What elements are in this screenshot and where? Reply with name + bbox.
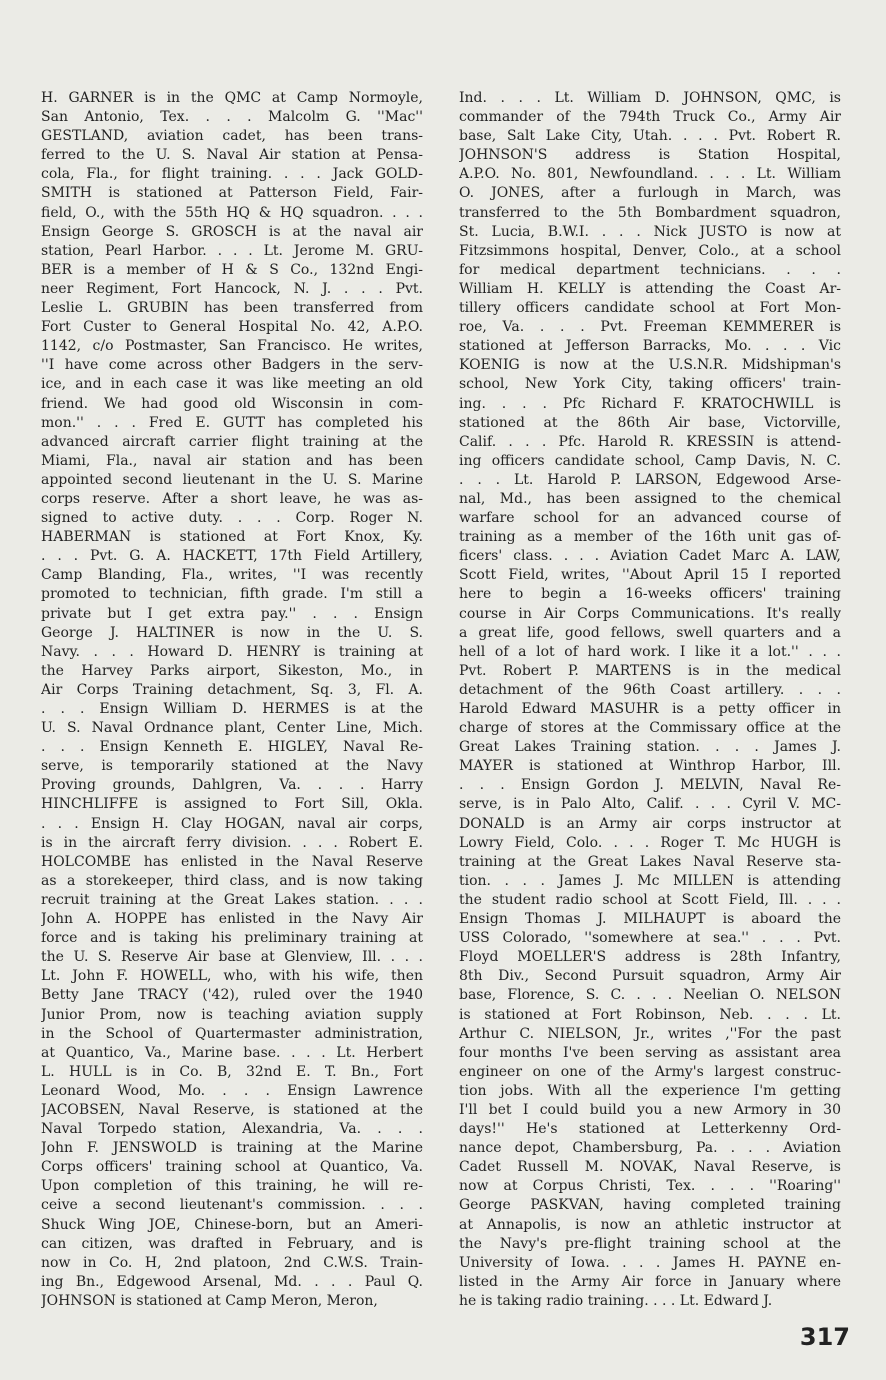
text-line: Arthur C. NIELSON, Jr., writes ,''For the past: [459, 1025, 841, 1042]
text-line: George PASKVAN, having completed training: [459, 1197, 841, 1214]
text-line: commander of the 794th Truck Co., Army Air: [459, 109, 841, 126]
text-line: HABERMAN is stationed at Fort Knox, Ky.: [41, 529, 423, 546]
text-line: charge of stores at the Commissary office at the: [459, 720, 841, 737]
text-line: tion jobs. With all the experience I'm getting: [459, 1082, 841, 1099]
text-line: George J. HALTINER is now in the U. S.: [41, 624, 423, 641]
text-line: ficers' class. . . . Aviation Cadet Marc A. LAW,: [459, 548, 841, 565]
text-line: Fort Custer to General Hospital No. 42, A.P.O.: [41, 319, 423, 336]
text-line: Lowry Field, Colo. . . . Roger T. Mc HUGH is: [459, 834, 841, 851]
text-line: serve, is temporarily stationed at the Navy: [41, 758, 423, 775]
text-line: warfare school for an advanced course of: [459, 510, 841, 527]
text-line: tillery officers candidate school at Fort Mon-: [459, 300, 841, 317]
text-line: force and is taking his preliminary training at: [41, 930, 423, 947]
text-line: Calif. . . . Pfc. Harold R. KRESSIN is attend-: [459, 433, 841, 450]
text-line: at Quantico, Va., Marine base. . . . Lt. Herbert: [41, 1044, 423, 1061]
text-line: he is taking radio training. . . . Lt. Edward J.: [459, 1292, 773, 1309]
text-line: at Annapolis, is now an athletic instructor at: [459, 1216, 841, 1233]
text-line: ceive a second lieutenant's commission. . . .: [41, 1197, 423, 1214]
text-line: Ensign Thomas J. MILHAUPT is aboard the: [459, 911, 841, 928]
text-line: JOHNSON'S address is Station Hospital,: [459, 147, 841, 164]
text-line: the student radio school at Scott Field, Ill. . . .: [459, 891, 841, 908]
text-line: cola, Fla., for flight training. . . . Jack GOLD-: [41, 166, 423, 183]
text-line: days!'' He's stationed at Letterkenny Ord-: [459, 1121, 841, 1138]
text-line: the Harvey Parks airport, Sikeston, Mo., in: [41, 662, 423, 679]
text-line: ice, and in each case it was like meeting an old: [41, 376, 423, 393]
text-line: L. HULL is in Co. B, 32nd E. T. Bn., Fort: [41, 1063, 423, 1080]
text-line: Ind. . . . Lt. William D. JOHNSON, QMC, is: [459, 90, 841, 106]
text-line: William H. KELLY is attending the Coast Ar-: [459, 280, 841, 297]
text-line: O. JONES, after a furlough in March, was: [459, 185, 841, 202]
text-line: is in the aircraft ferry division. . . . Robert E.: [41, 834, 423, 851]
text-line: as a storekeeper, third class, and is now taking: [41, 872, 423, 889]
text-line: San Antonio, Tex. . . . Malcolm G. ''Mac'': [41, 109, 423, 126]
text-line: . . . Ensign William D. HERMES is at the: [41, 701, 423, 717]
text-line: Leonard Wood, Mo. . . . Ensign Lawrence: [41, 1082, 423, 1099]
text-line: neer Regiment, Fort Hancock, N. J. . . . Pvt.: [41, 280, 423, 297]
text-line: Naval Torpedo station, Alexandria, Va. . . .: [41, 1121, 423, 1138]
text-line: the Navy's pre-flight training school at the: [459, 1235, 841, 1252]
left-column: [41, 89, 423, 1311]
text-line: Leslie L. GRUBIN has been transferred from: [41, 300, 423, 317]
text-line: roe, Va. . . . Pvt. Freeman KEMMERER is: [459, 319, 841, 336]
text-line: University of Iowa. . . . James H. PAYNE en-: [459, 1254, 841, 1271]
text-line: tion. . . . James J. Mc MILLEN is attending: [459, 872, 841, 889]
text-line: ferred to the U. S. Naval Air station at Pensa-: [41, 147, 423, 164]
text-line: appointed second lieutenant in the U. S. Marine: [41, 471, 423, 488]
text-line: KOENIG is now at the U.S.N.R. Midshipman's: [459, 357, 841, 374]
text-line: training as a member of the 16th unit gas of-: [459, 529, 841, 546]
text-line: John A. HOPPE has enlisted in the Navy Air: [41, 911, 423, 928]
text-line: promoted to technician, fifth grade. I'm still a: [41, 586, 423, 603]
text-line: JOHNSON is stationed at Camp Meron, Meron,: [41, 1292, 378, 1309]
text-line: Junior Prom, now is teaching aviation supply: [41, 1006, 423, 1023]
text-line: corps reserve. After a short leave, he was as-: [41, 490, 423, 507]
text-line: Betty Jane TRACY ('42), ruled over the 1940: [41, 987, 423, 1004]
text-line: ing officers candidate school, Camp Davis, N. C.: [459, 452, 841, 469]
text-line: serve, is in Palo Alto, Calif. . . . Cyril V. MC-: [459, 796, 841, 813]
text-line: stationed at the 86th Air base, Victorville,: [459, 414, 841, 431]
text-line: Fitzsimmons hospital, Denver, Colo., at a school: [459, 242, 841, 259]
text-line: training at the Great Lakes Naval Reserve sta-: [459, 853, 841, 870]
text-line: Great Lakes Training station. . . . James J.: [459, 739, 841, 756]
text-line: Corps officers' training school at Quantico, Va.: [41, 1159, 423, 1176]
text-line: station, Pearl Harbor. . . . Lt. Jerome M. GRU-: [41, 242, 423, 259]
text-line: Shuck Wing JOE, Chinese-born, but an Ameri-: [41, 1216, 423, 1233]
text-line: Scott Field, writes, ''About April 15 I reported: [459, 567, 841, 584]
text-line: stationed at Jefferson Barracks, Mo. . . . Vic: [459, 338, 841, 355]
text-line: 8th Div., Second Pursuit squadron, Army Air: [459, 968, 841, 985]
text-line: ''I have come across other Badgers in the serv-: [41, 357, 423, 374]
text-line: transferred to the 5th Bombardment squadron,: [459, 204, 841, 221]
text-line: Camp Blanding, Fla., writes, ''I was recently: [41, 567, 423, 584]
text-line: A.P.O. No. 801, Newfoundland. . . . Lt. William: [459, 166, 841, 183]
text-line: can citizen, was drafted in February, and is: [41, 1235, 423, 1252]
text-line: . . . Pvt. G. A. HACKETT, 17th Field Artillery,: [41, 548, 423, 565]
text-line: Harold Edward MASUHR is a petty officer in: [459, 701, 841, 717]
text-line: Upon completion of this training, he will re-: [41, 1178, 423, 1195]
text-line: H. GARNER is in the QMC at Camp Normoyle,: [41, 90, 423, 106]
text-line: Cadet Russell M. NOVAK, Naval Reserve, is: [459, 1159, 841, 1176]
text-line: hell of a lot of hard work. I like it a lot.'' . . .: [459, 643, 841, 660]
text-line: engineer on one of the Army's largest construc-: [459, 1063, 841, 1080]
text-line: Ensign George S. GROSCH is at the naval air: [41, 223, 423, 240]
text-line: nal, Md., has been assigned to the chemical: [459, 490, 841, 507]
text-line: John F. JENSWOLD is training at the Marine: [41, 1140, 423, 1157]
text-line: Lt. John F. HOWELL, who, with his wife, then: [41, 968, 423, 985]
text-line: MAYER is stationed at Winthrop Harbor, Ill.: [459, 758, 841, 775]
text-line: DONALD is an Army air corps instructor at: [459, 815, 841, 832]
text-line: base, Florence, S. C. . . . Neelian O. NELSON: [459, 987, 841, 1004]
text-line: Floyd MOELLER'S address is 28th Infantry,: [459, 949, 841, 966]
text-line: nance depot, Chambersburg, Pa. . . . Aviation: [459, 1140, 841, 1157]
text-line: signed to active duty. . . . Corp. Roger N.: [41, 510, 423, 527]
text-line: a great life, good fellows, swell quarters and a: [459, 624, 841, 641]
text-line: friend. We had good old Wisconsin in com-: [41, 395, 423, 412]
text-line: HOLCOMBE has enlisted in the Naval Reserve: [41, 853, 423, 870]
text-line: 1142, c/o Postmaster, San Francisco. He writes,: [41, 338, 423, 355]
text-line: now at Corpus Christi, Tex. . . . ''Roaring'': [459, 1178, 841, 1195]
text-line: HINCHLIFFE is assigned to Fort Sill, Okla.: [41, 796, 423, 813]
text-line: private but I get extra pay.'' . . . Ensign: [41, 605, 423, 622]
text-line: Navy. . . . Howard D. HENRY is training at: [41, 643, 423, 660]
text-line: detachment of the 96th Coast artillery. . . .: [459, 681, 841, 698]
text-line: recruit training at the Great Lakes station. . . .: [41, 891, 423, 908]
text-line: here to begin a 16-weeks officers' training: [459, 586, 841, 603]
text-line: . . . Lt. Harold P. LARSON, Edgewood Arse-: [459, 471, 841, 488]
text-line: listed in the Army Air force in January where: [459, 1273, 841, 1290]
text-line: SMITH is stationed at Patterson Field, Fair-: [41, 185, 423, 202]
text-line: ing. . . . Pfc Richard F. KRATOCHWILL is: [459, 395, 841, 412]
text-line: . . . Ensign Gordon J. MELVIN, Naval Re-: [459, 777, 841, 794]
text-line: BER is a member of H & S Co., 132nd Engi-: [41, 261, 423, 278]
text-line: . . . Ensign Kenneth E. HIGLEY, Naval Re-: [41, 739, 423, 756]
text-line: ing Bn., Edgewood Arsenal, Md. . . . Paul Q.: [41, 1273, 423, 1290]
text-line: field, O., with the 55th HQ & HQ squadron. . . .: [41, 204, 423, 221]
text-line: Pvt. Robert P. MARTENS is in the medical: [459, 662, 841, 679]
text-line: USS Colorado, ''somewhere at sea.'' . . . Pvt.: [459, 930, 841, 947]
text-line: for medical department technicians. . . .: [459, 261, 841, 278]
text-line: I'll bet I could build you a new Armory in 30: [459, 1101, 841, 1118]
text-line: St. Lucia, B.W.I. . . . Nick JUSTO is now at: [459, 223, 841, 240]
text-line: the U. S. Reserve Air base at Glenview, Ill. . . .: [41, 949, 423, 966]
text-line: four months I've been serving as assistant area: [459, 1044, 841, 1061]
text-line: Miami, Fla., naval air station and has been: [41, 452, 423, 469]
text-line: in the School of Quartermaster administration,: [41, 1025, 423, 1042]
text-line: school, New York City, taking officers' train-: [459, 376, 841, 393]
right-column: [459, 89, 841, 1311]
text-line: now in Co. H, 2nd platoon, 2nd C.W.S. Train-: [41, 1254, 423, 1271]
text-line: is stationed at Fort Robinson, Neb. . . . Lt.: [459, 1006, 841, 1023]
text-line: mon.'' . . . Fred E. GUTT has completed his: [41, 414, 423, 431]
text-line: GESTLAND, aviation cadet, has been trans-: [41, 128, 423, 145]
text-line: U. S. Naval Ordnance plant, Center Line, Mich.: [41, 720, 423, 737]
text-line: Proving grounds, Dahlgren, Va. . . . Harry: [41, 777, 423, 794]
text-line: JACOBSEN, Naval Reserve, is stationed at the: [41, 1101, 423, 1118]
text-line: advanced aircraft carrier flight training at the: [41, 433, 423, 450]
text-line: . . . Ensign H. Clay HOGAN, naval air corps,: [41, 815, 423, 832]
page-number: 317: [799, 1323, 850, 1351]
text-line: course in Air Corps Communications. It's really: [459, 605, 841, 622]
text-line: Air Corps Training detachment, Sq. 3, Fl. A.: [41, 681, 423, 698]
text-line: base, Salt Lake City, Utah. . . . Pvt. Robert R.: [459, 128, 841, 145]
